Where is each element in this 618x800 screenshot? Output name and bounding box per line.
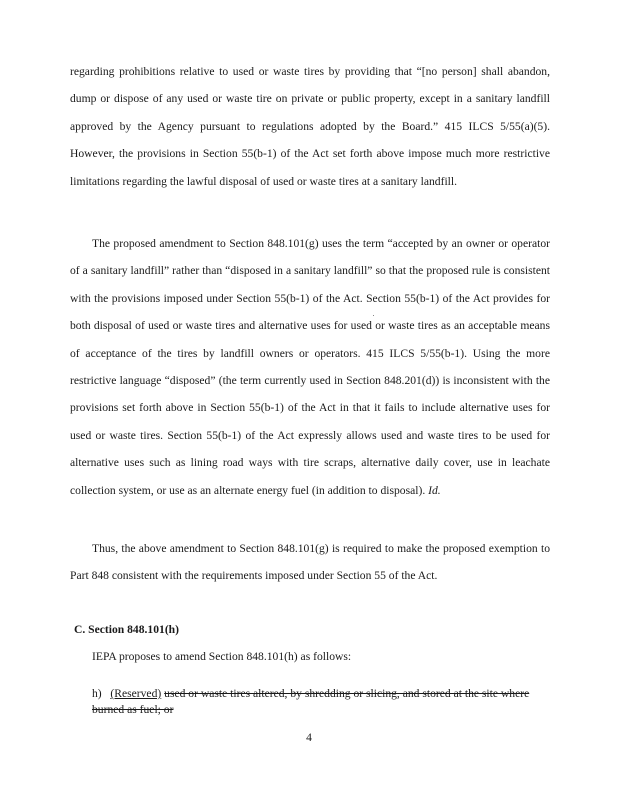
stray-mark [373,315,374,316]
page-number: 4 [306,731,312,744]
amendment-text [92,686,532,718]
section-intro: IEPA proposes to amend Section 848.101(h) as follows: [92,650,352,663]
citation-id: Id. [428,483,441,497]
paragraph-conclusion: Thus, the above amendment to Section 848.101(g) is required to make the proposed exemption to Part 848 consistent with the requirements imposed under Section 55 of the Act. [70,542,550,583]
amendment-struck: used or waste tires altered, by shredding or slicing, and stored at the site where burned as fuel; or [92,687,530,716]
amendment-prefix: h) [92,687,102,700]
section-heading: C. Section 848.101(h) [74,623,179,636]
paragraph-prohibitions: regarding prohibitions relative to used or waste tires by providing that “[no person] shall abandon, dump or dispose of any used or waste tire on private or public property, except in a sanitary landfill approved by the Agency pursuant to regulations adopted by the Board.” 415 ILCS 5/55(a)(5). However, the provisions in Section 55(b-1) of the Act set forth above impose much more restrictive limitations regarding the lawful disposal of used or waste tires at a sanitary landfill. [70,65,550,188]
amendment-added: (Reserved) [110,687,162,700]
paragraph-amendment-g-text: The proposed amendment to Section 848.101(g) uses the term “accepted by an owner or operator of a sanitary landfill” rather than “disposed in a sanitary landfill” so that the proposed rule is consistent with the provisions imposed under Section 55(b-1) of the Act. Section 55(b-1) of the Act provides for both disposal of used or waste tires and alternative uses for used or waste tires as an acceptable means of acceptance of the tires by landfill owners or operators. 415 ILCS 5/55(b-1). Using the more restrictive language “disposed” (the term currently used in Section 848.201(d)) is inconsistent with the provisions set forth above in Section 55(b-1) of the Act in that it fails to include alternative uses for used or waste tires. Section 55(b-1) of the Act expressly allows used and waste tires to be used for alternative uses such as lining road ways with tire scraps, alternative daily cover, use in leachate collection system, or use as an alternate energy fuel (in addition to disposal). [70,237,550,497]
paragraph-amendment-g [70,230,550,504]
